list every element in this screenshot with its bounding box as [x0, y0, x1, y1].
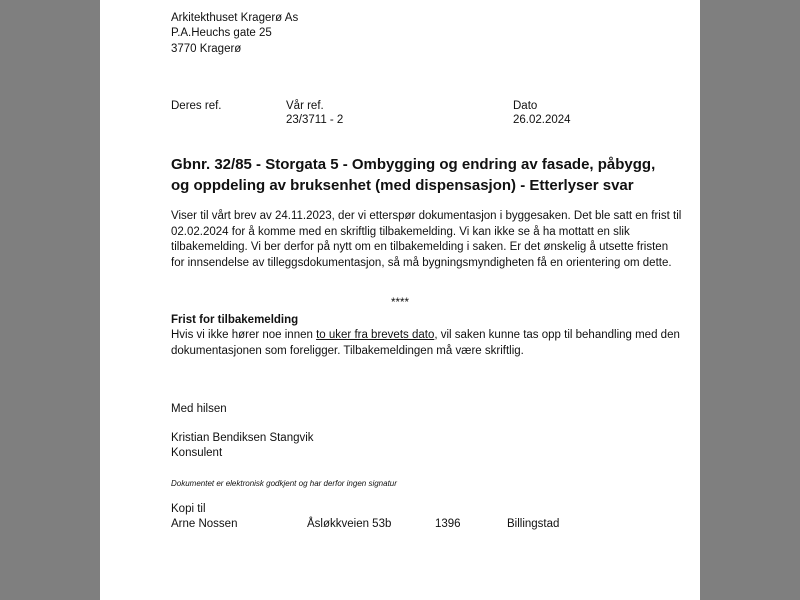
- copy-recipient-postcode: 1396: [435, 518, 461, 530]
- copy-heading: Kopi til: [171, 503, 206, 515]
- deadline-line: dokumentasjonen som foreligger. Tilbakemeldingen må være skriftlig.: [171, 344, 524, 357]
- document-page: [100, 0, 700, 600]
- copy-recipient-city: Billingstad: [507, 518, 560, 530]
- deadline-line: [171, 328, 691, 344]
- var-ref-label: Vår ref.: [286, 100, 324, 112]
- deadline-text-post: , vil saken kunne tas opp til behandling med den: [434, 329, 680, 341]
- signatory-name: Kristian Bendiksen Stangvik: [171, 432, 314, 444]
- sender-name: Arkitekthuset Kragerø As: [171, 12, 299, 24]
- deres-ref-label: Deres ref.: [171, 100, 222, 112]
- body-line: for innsendelse av tilleggsdokumentasjon, så må bygningsmyndigheten få en orientering om dette.: [171, 256, 672, 269]
- date-label: Dato: [513, 100, 538, 112]
- signature-note: Dokumentet er elektronisk godkjent og har derfor ingen signatur: [171, 479, 397, 488]
- date-value: 26.02.2024: [513, 114, 571, 126]
- body-line: Viser til vårt brev av 24.11.2023, der vi etterspør dokumentasjon i byggesaken. Det ble satt en frist til: [171, 210, 682, 222]
- var-ref-value: 23/3711 - 2: [286, 114, 344, 126]
- sender-address: [171, 11, 298, 57]
- deadline-heading: Frist for tilbakemelding: [171, 314, 299, 326]
- copy-recipient-address: Åsløkkveien 53b: [307, 518, 392, 530]
- section-separator: ****: [391, 297, 409, 309]
- body-paragraph: [171, 209, 691, 271]
- sender-postal: 3770 Kragerø: [171, 42, 242, 55]
- copy-recipient-name: Arne Nossen: [171, 518, 238, 530]
- body-line: tilbakemelding. Vi ber derfor på nytt om en tilbakemelding i saken. Er det ønskelig å utsette fristen: [171, 241, 669, 254]
- body-line: 02.02.2024 for å komme med en skriftlig tilbakemelding. Vi kan ikke se å ha mottatt en slik: [171, 225, 630, 238]
- sender-street: P.A.Heuchs gate 25: [171, 27, 272, 40]
- closing-greeting: Med hilsen: [171, 403, 227, 415]
- signatory-role: Konsulent: [171, 447, 223, 459]
- deadline-text-pre: Hvis vi ikke hører noe innen: [171, 329, 317, 341]
- deadline-paragraph: [171, 328, 691, 359]
- deadline-emphasis: to uker fra brevets dato: [316, 329, 435, 341]
- letter-title: Gbnr. 32/85 - Storgata 5 - Ombygging og endring av fasade, påbygg, og oppdeling av bruksenhet (med dispensasjon) - Etterlyser svar: [171, 156, 656, 194]
